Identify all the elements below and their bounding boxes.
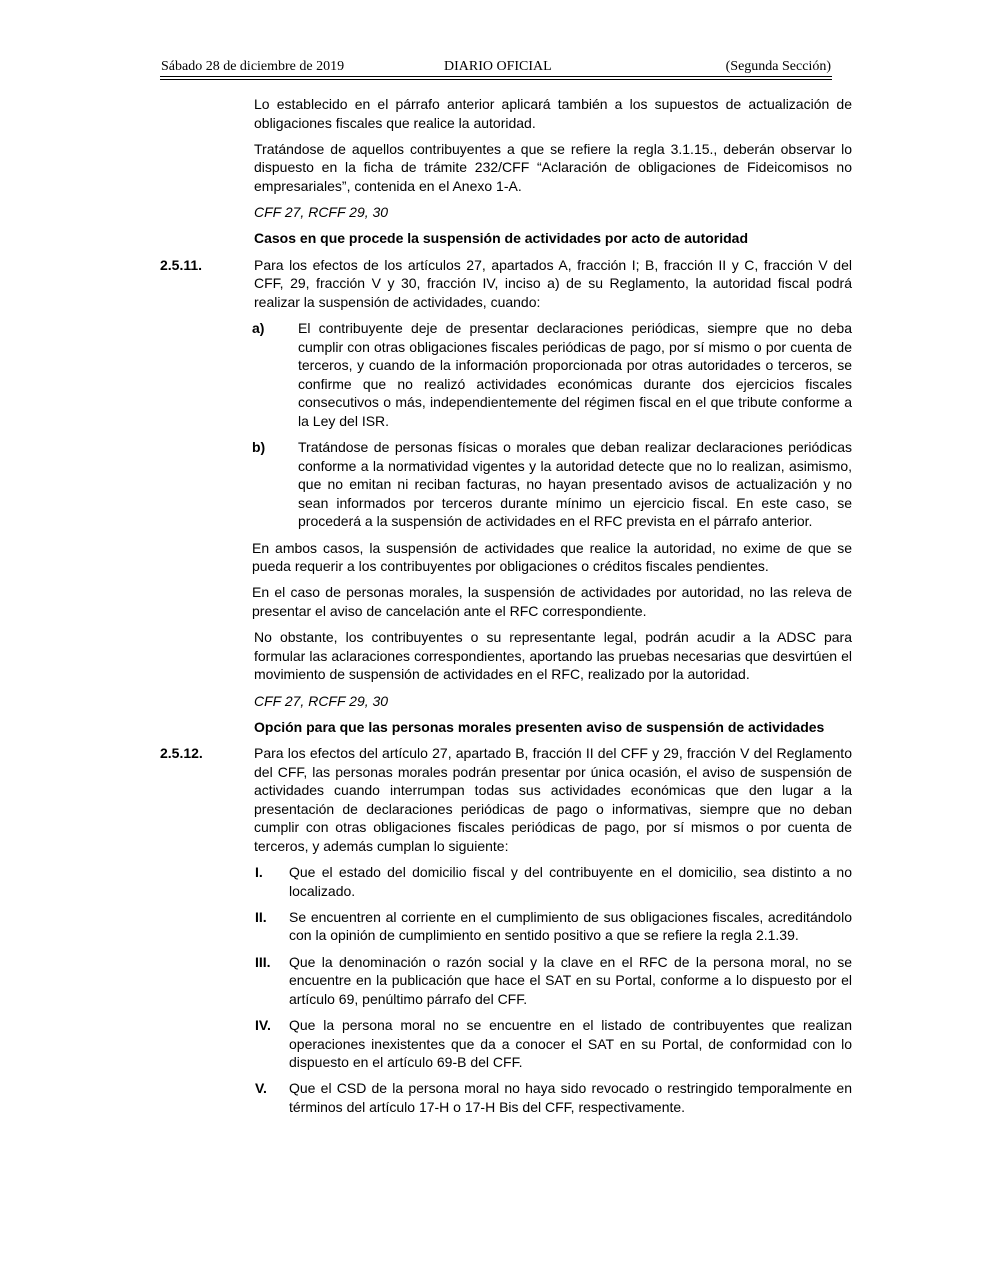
item-text: Se encuentren al corriente en el cumplimiento de sus obligaciones fiscales, acreditándolo con la opinión de cumplimiento en sentido positivo a que se refiere la regla 2.1.39.: [289, 908, 852, 944]
rule-2511: [160, 256, 852, 312]
item-text: Que la persona moral no se encuentre en el listado de contribuyentes que realizan operaciones inexistentes que da a conocer el SAT en su Portal, de conformidad con lo dispuesto en el artículo 69-B del CFF.: [289, 1017, 852, 1071]
item-text: Que el estado del domicilio fiscal y del contribuyente en el domicilio, sea distinto a no localizado.: [289, 864, 852, 899]
rule-2512-body: Para los efectos del artículo 27, apartado B, fracción II del CFF y 29, fracción V del Reglamento del CFF, las personas morales podrán presentar por única ocasión, el aviso de suspensión de actividades cuando interrumpan todas sus actividades económicas que den lugar a la presentación de declaraciones periódicas de pago o informativas, siempre que no deban cumplir con otras obligaciones fiscales periódicas de pago, por sí mismos o por cuenta de terceros, y además cumplan lo siguiente:: [254, 744, 852, 854]
rule-2512-item-iii: [160, 953, 852, 1009]
header-rule-bottom: [160, 79, 832, 80]
rule-2512-item-ii: [160, 908, 852, 945]
item-marker: V.: [255, 1080, 267, 1097]
rule-2512-item-i: [160, 863, 852, 900]
header-publication: DIARIO OFICIAL: [444, 59, 552, 74]
rule-2512-item-iv: [160, 1016, 852, 1072]
intro-paragraph-2: Tratándose de aquellos contribuyentes a que se refiere la regla 3.1.15., deberán observar lo dispuesto en la ficha de trámite 232/CFF “Aclaración de obligaciones de Fideicomisos no empresariales”, contenida en el Anexo 1-A.: [254, 140, 852, 194]
rule-2511-citation: CFF 27, RCFF 29, 30: [254, 692, 389, 709]
intro-paragraph-1: Lo establecido en el párrafo anterior aplicará también a los supuestos de actualización de obligaciones fiscales que realice la autoridad.: [254, 96, 852, 131]
rule-2511-item-a: [160, 319, 852, 431]
rule-2511-number: 2.5.11.: [160, 256, 203, 273]
rule-2511-after-3: No obstante, los contribuyentes o su representante legal, podrán acudir a la ADSC para formular las aclaraciones correspondientes, aportando las pruebas necesarias que desvirtúen el movimiento de suspensión de actividades en el RFC, realizado por la autoridad.: [254, 629, 852, 683]
item-marker: III.: [255, 953, 271, 970]
rule-2511-heading: Casos en que procede la suspensión de actividades por acto de autoridad: [254, 230, 749, 247]
item-text: Tratándose de personas físicas o morales que deban realizar declaraciones periódicas conforme a la normatividad vigentes y la autoridad detecte que no lo realizan, asimismo, que no emitan ni reciban facturas, no hayan presentado avisos de actualización y no sean informados por terceros durante mínimo un ejercicio fiscal. En este caso, se procederá a la suspensión de actividades en el RFC prevista en el párrafo anterior.: [298, 439, 852, 530]
rule-2511-body: Para los efectos de los artículos 27, apartados A, fracción I; B, fracción II y C, fracción V del CFF, 29, fracción V y 30, fracción IV, inciso a) de su Reglamento, la autoridad fiscal podrá realizar la suspensión de actividades, cuando:: [254, 256, 852, 310]
intro-citation: CFF 27, RCFF 29, 30: [254, 204, 389, 221]
rule-2512-heading: Opción para que las personas morales presenten aviso de suspensión de actividades: [254, 718, 825, 735]
rule-2512-item-v: [160, 1079, 852, 1116]
rule-2511-after-2: En el caso de personas morales, la suspensión de actividades por autoridad, no las releva de presentar el aviso de cancelación ante el RFC correspondiente.: [252, 584, 852, 619]
item-marker: IV.: [255, 1017, 271, 1034]
rule-2512: [160, 744, 852, 856]
item-marker: b): [252, 439, 266, 456]
rule-2511-after-1: En ambos casos, la suspensión de actividades que realice la autoridad, no exime de que se pueda requerir a los contribuyentes por obligaciones o créditos fiscales pendientes.: [252, 539, 852, 575]
item-text: Que la denominación o razón social y la clave en el RFC de la persona moral, no se encuentre en la publicación que hace el SAT en su Portal, conforme a lo dispuesto por el artículo 69, penúltimo párrafo del CFF.: [289, 953, 852, 1007]
document-body: [160, 95, 852, 1124]
rule-2511-item-b: [160, 438, 852, 531]
header-date: Sábado 28 de diciembre de 2019: [161, 59, 345, 74]
rule-2512-number: 2.5.12.: [160, 744, 203, 761]
header-rule-top: [160, 76, 832, 77]
item-marker: II.: [255, 908, 267, 925]
item-marker: a): [252, 319, 265, 336]
page-header: [160, 58, 832, 76]
item-marker: I.: [255, 864, 263, 881]
item-text: El contribuyente deje de presentar declaraciones periódicas, siempre que no deba cumplir con otras obligaciones fiscales periódicas de pago, por sí mismo o por cuenta de terceros, y cuando de la información proporcionada por otras autoridades o terceros, se confirme que no realizó actividades económicas durante dos ejercicios fiscales consecutivos o más, independientemente del régimen fiscal en el que tribute conforme a la Ley del ISR.: [298, 319, 852, 429]
header-section: (Segunda Sección): [725, 59, 831, 74]
item-text: Que el CSD de la persona moral no haya sido revocado o restringido temporalmente en términos del artículo 17-H o 17-H Bis del CFF, respectivamente.: [289, 1080, 852, 1115]
